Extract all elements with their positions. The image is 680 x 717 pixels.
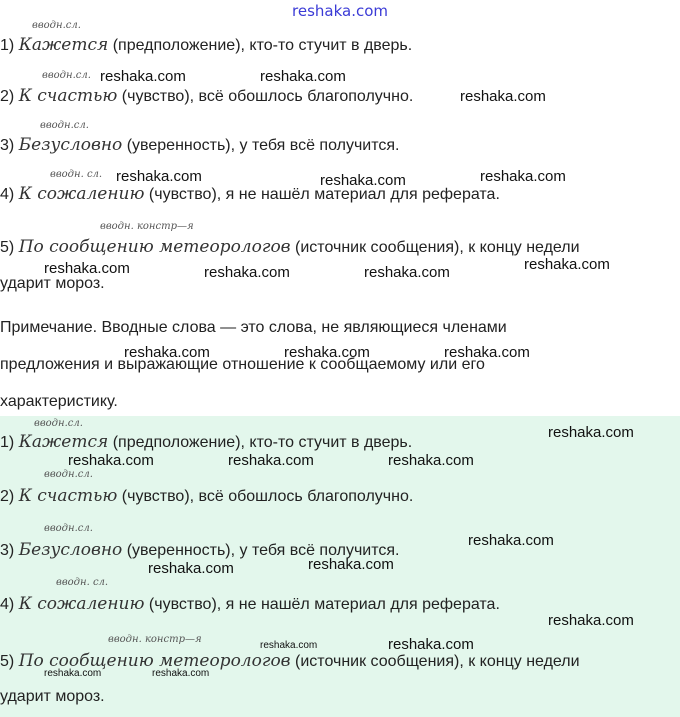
sentence-rest: (источник сообщения), к концу недели xyxy=(290,653,580,670)
sentence-number: 1) xyxy=(0,434,15,451)
sentence-number: 3) xyxy=(0,137,15,154)
watermark: reshaka.com xyxy=(100,68,186,85)
watermark: reshaka.com xyxy=(44,260,130,277)
tag-vvodn-1: вводн.сл. xyxy=(34,418,83,429)
sentence-rest: (чувство), всё обошлось благополучно. xyxy=(117,88,414,105)
sentence-rest: (источник сообщения), к концу недели xyxy=(290,239,580,256)
answer-sentence-1 xyxy=(0,432,412,452)
sentence-rest: (предположение), кто-то стучит в дверь. xyxy=(108,37,413,54)
watermark: reshaka.com xyxy=(68,452,154,469)
watermark: reshaka.com xyxy=(116,168,202,185)
sentence-number: 3) xyxy=(0,542,15,559)
answer-sentence-2 xyxy=(0,486,413,506)
sentence-rest: (уверенность), у тебя всё получится. xyxy=(122,542,400,559)
sentence-3 xyxy=(0,135,400,155)
introductory-phrase: Безусловно xyxy=(18,540,123,560)
watermark: reshaka.com xyxy=(364,264,450,281)
sentence-5-continuation: ударит мороз. xyxy=(0,275,105,292)
watermark-top[interactable]: reshaka.com xyxy=(292,2,388,20)
watermark: reshaka.com xyxy=(460,88,546,105)
tag-vvodn-4: вводн. сл. xyxy=(50,169,103,180)
introductory-phrase: Кажется xyxy=(18,35,109,55)
introductory-phrase: По сообщению метеорологов xyxy=(18,651,291,671)
tag-vvodn-4: вводн. сл. xyxy=(56,577,109,588)
watermark: reshaka.com xyxy=(548,424,634,441)
tag-vvodn-konstr: вводн. констр—я xyxy=(108,634,202,645)
sentence-rest: (предположение), кто-то стучит в дверь. xyxy=(108,434,413,451)
watermark: reshaka.com xyxy=(308,556,394,573)
watermark: reshaka.com xyxy=(44,668,102,679)
sentence-4 xyxy=(0,184,500,204)
sentence-5 xyxy=(0,237,580,257)
sentence-rest: (чувство), я не нашёл материал для реферата. xyxy=(144,596,500,613)
sentence-number: 4) xyxy=(0,186,15,203)
answer-sentence-5-continuation: ударит мороз. xyxy=(0,688,105,705)
introductory-phrase: По сообщению метеорологов xyxy=(18,237,291,257)
sentence-rest: (чувство), я не нашёл материал для реферата. xyxy=(144,186,500,203)
watermark: reshaka.com xyxy=(124,344,210,361)
note-line-2: предложения и выражающие отношение к сообщаемому или его xyxy=(0,356,485,373)
watermark: reshaka.com xyxy=(260,68,346,85)
watermark: reshaka.com xyxy=(480,168,566,185)
watermark: reshaka.com xyxy=(388,452,474,469)
watermark: reshaka.com xyxy=(444,344,530,361)
introductory-phrase: К сожалению xyxy=(18,184,145,204)
sentence-number: 1) xyxy=(0,37,15,54)
introductory-phrase: К счастью xyxy=(18,86,118,106)
introductory-phrase: К счастью xyxy=(18,486,118,506)
tag-vvodn-konstr: вводн. констр—я xyxy=(100,221,194,232)
watermark: reshaka.com xyxy=(148,560,234,577)
tag-vvodn-3: вводн.сл. xyxy=(40,120,89,131)
watermark: reshaka.com xyxy=(152,668,210,679)
introductory-phrase: К сожалению xyxy=(18,594,145,614)
watermark: reshaka.com xyxy=(320,172,406,189)
sentence-number: 4) xyxy=(0,596,15,613)
sentence-2 xyxy=(0,86,413,106)
watermark: reshaka.com xyxy=(388,636,474,653)
tag-vvodn-3: вводн.сл. xyxy=(44,523,93,534)
tag-vvodn-1: вводн.сл. xyxy=(32,20,81,31)
sentence-rest: (чувство), всё обошлось благополучно. xyxy=(117,488,414,505)
sentence-number: 2) xyxy=(0,488,15,505)
tag-vvodn-2: вводн.сл. xyxy=(42,70,91,81)
sentence-rest: (уверенность), у тебя всё получится. xyxy=(122,137,400,154)
answer-sentence-4 xyxy=(0,594,500,614)
watermark: reshaka.com xyxy=(524,256,610,273)
watermark: reshaka.com xyxy=(204,264,290,281)
sentence-number: 5) xyxy=(0,239,15,256)
sentence-number: 2) xyxy=(0,88,15,105)
introductory-phrase: Кажется xyxy=(18,432,109,452)
note-line-1: Примечание. Вводные слова — это слова, не являющиеся членами xyxy=(0,319,507,336)
note-line-3: характеристику. xyxy=(0,393,118,410)
watermark: reshaka.com xyxy=(228,452,314,469)
sentence-1 xyxy=(0,35,412,55)
tag-vvodn-2: вводн.сл. xyxy=(44,469,93,480)
watermark: reshaka.com xyxy=(284,344,370,361)
sentence-number: 5) xyxy=(0,653,15,670)
watermark: reshaka.com xyxy=(548,612,634,629)
watermark: reshaka.com xyxy=(468,532,554,549)
introductory-phrase: Безусловно xyxy=(18,135,123,155)
watermark: reshaka.com xyxy=(260,640,318,651)
